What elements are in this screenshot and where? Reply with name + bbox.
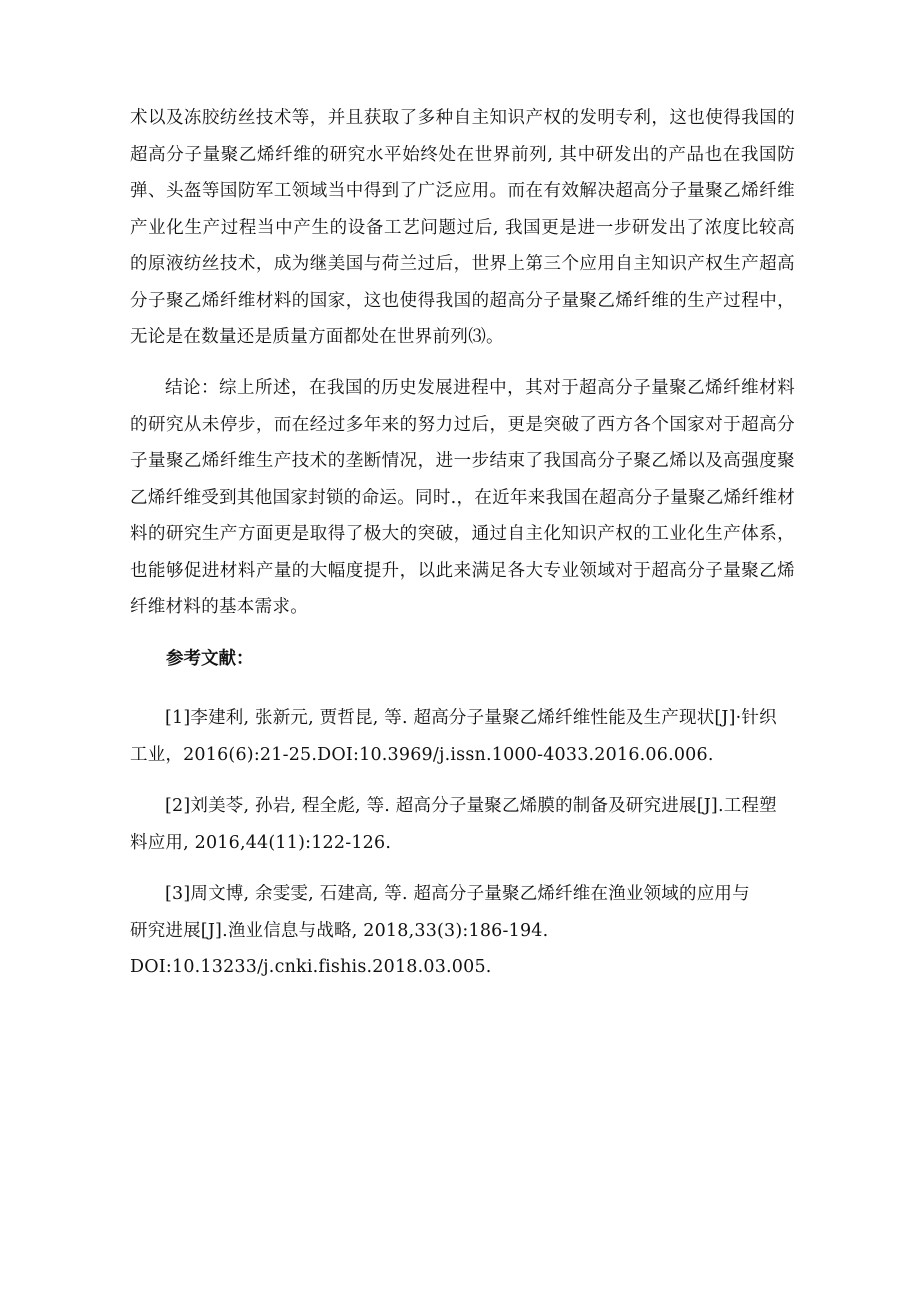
reference-item-1 [130,700,795,773]
conclusion-paragraph: 结论：综上所述，在我国的历史发展进程中，其对于超高分子量聚乙烯纤维材料的研究从未停步，而在经过多年来的努力过后，更是突破了西方各个国家对于超高分子量聚乙烯纤维生产技术的垄断情况，进一步结束了我国高分子聚乙烯以及高强度聚乙烯纤维受到其他国家封锁的命运。同时.，在近年来我国在超高分子量聚乙烯纤维材料的研究生产方面更是取得了极大的突破，通过自主化知识产权的工业化生产体系，也能够促进材料产量的大幅度提升，以此来满足各大专业领域对于超高分子量聚乙烯纤维材料的基本需求。 [130,378,795,617]
reference-1-line-1: [1]李建利, 张新元, 贾哲昆, 等. 超高分子量聚乙烯纤维性能及生产现状[J]·针织 [165,708,777,728]
body-paragraph-continued: 术以及冻胶纺丝技术等，并且获取了多种自主知识产权的发明专利，这也使得我国的超高分子量聚乙烯纤维的研究水平始终处在世界前列, 其中研发出的产品也在我国防弹、头盔等国防军工领域当中得到了广泛应用。而在有效解决超高分子量聚乙烯纤维产业化生产过程当中产生的设备工艺问题过后, 我国更是进一步研发出了浓度比较高的原液纺丝技术，成为继美国与荷兰过后，世界上第三个应用自主知识产权生产超高分子聚乙烯纤维材料的国家，这也使得我国的超高分子量聚乙烯纤维的生产过程中，无论是在数量还是质量方面都处在世界前列⑶。 [130,108,795,347]
reference-item-2 [130,788,795,861]
reference-2-line-1: [2]刘美苓, 孙岩, 程全彪, 等. 超高分子量聚乙烯膜的制备及研究进展[J].工程塑 [165,796,777,816]
reference-3-line-1: [3]周文博, 余雯雯, 石建高, 等. 超高分子量聚乙烯纤维在渔业领域的应用与 [165,884,750,904]
reference-3-line-3: DOI:10.13233/j.cnki.fishis.2018.03.005. [130,957,492,977]
reference-item-3 [130,876,795,986]
reference-3-line-2: 研究进展[J].渔业信息与战略, 2018,33(3):186-194. [130,920,549,941]
reference-1-line-2: 工业，2016(6):21-25.DOI:10.3969/j.issn.1000-4033.2016.06.006. [130,744,714,765]
reference-2-line-2: 料应用, 2016,44(11):122-126. [130,832,392,853]
references-heading: 参考文献： [166,649,254,669]
